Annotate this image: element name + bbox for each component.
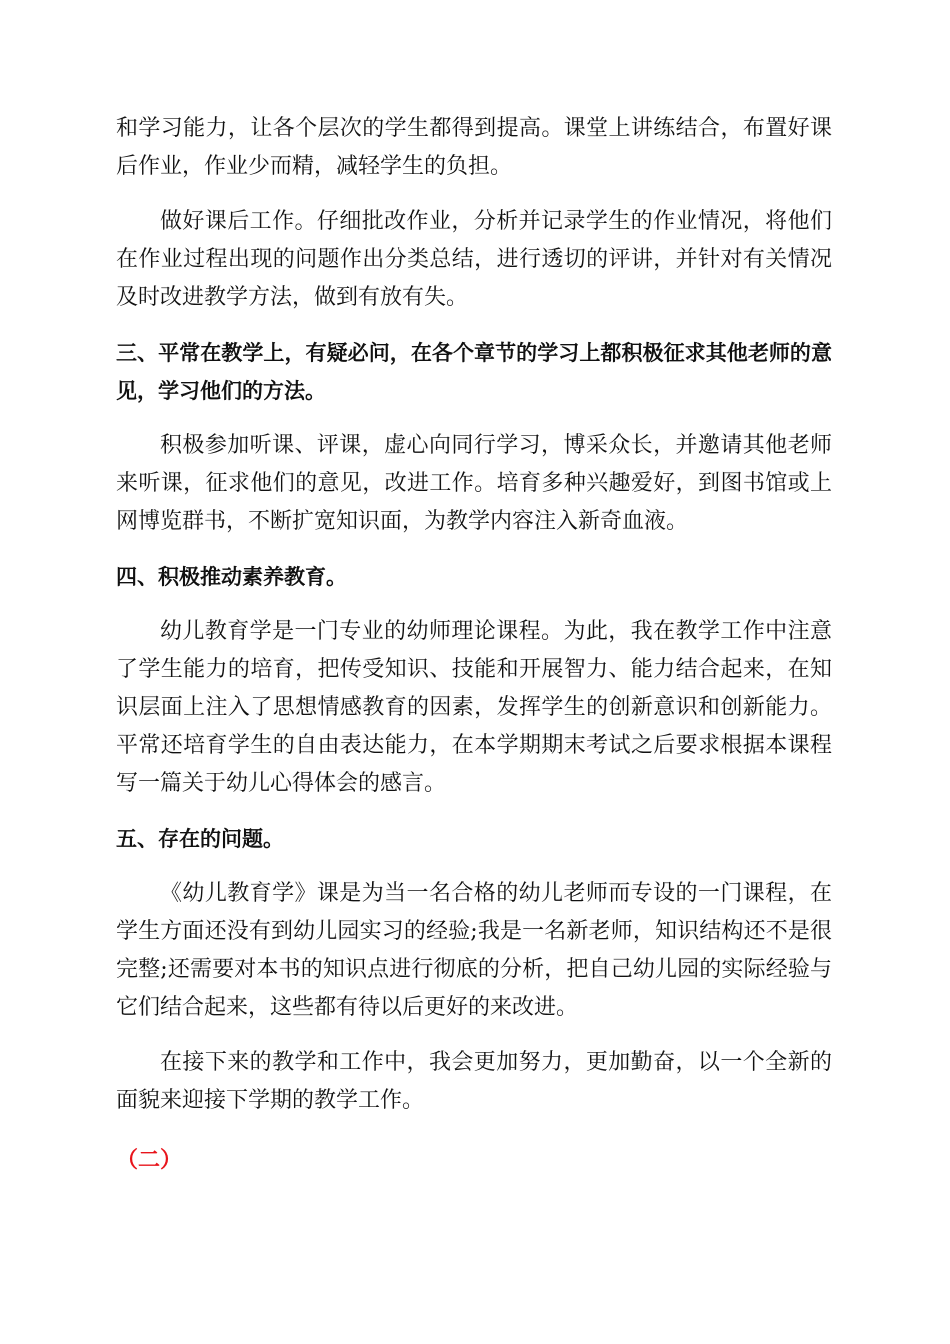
paragraph-lesson-observation: 积极参加听课、评课，虚心向同行学习，博采众长，并邀请其他老师来听课，征求他们的意见，改进工作。培育多种兴趣爱好，到图书馆或上网博览群书，不断扩宽知识面，为教学内容注入新奇血液。 [116, 433, 832, 534]
heading-section-three: 三、平常在教学上，有疑必问，在各个章节的学习上都积极征求其他老师的意见，学习他们的方法。 [116, 341, 832, 403]
paragraph-quality-education: 幼儿教育学是一门专业的幼师理论课程。为此，我在教学工作中注意了学生能力的培育，把传受知识、技能和开展智力、能力结合起来，在知识层面上注入了思想情感教育的因素，发挥学生的创新意识和创新能力。平常还培育学生的自由表达能力，在本学期期末考试之后要求根据本课程写一篇关于幼儿心得体会的感言。 [116, 619, 832, 796]
heading-section-five: 五、存在的问题。 [116, 827, 284, 851]
paragraph-existing-problems: 《幼儿教育学》课是为当一名合格的幼儿老师而专设的一门课程，在学生方面还没有到幼儿园实习的经验;我是一名新老师，知识结构还不是很完整;还需要对本书的知识点进行彻底的分析，把自己幼儿园的实际经验与它们结合起来，这些都有待以后更好的来改进。 [116, 881, 832, 1020]
heading-section-four: 四、积极推动素养教育。 [116, 565, 347, 589]
paragraph-closing: 在接下来的教学和工作中，我会更加努力，更加勤奋，以一个全新的面貌来迎接下学期的教学工作。 [116, 1050, 832, 1113]
document-page [116, 110, 832, 1180]
paragraph-after-class-work: 做好课后工作。仔细批改作业，分析并记录学生的作业情况，将他们在作业过程出现的问题作出分类总结，进行透切的评讲，并针对有关情况及时改进教学方法，做到有放有失。 [116, 209, 832, 310]
section-marker-two: （二） [116, 1148, 183, 1173]
paragraph-continued-text: 和学习能力，让各个层次的学生都得到提高。课堂上讲练结合，布置好课后作业，作业少而精，减轻学生的负担。 [116, 116, 832, 179]
